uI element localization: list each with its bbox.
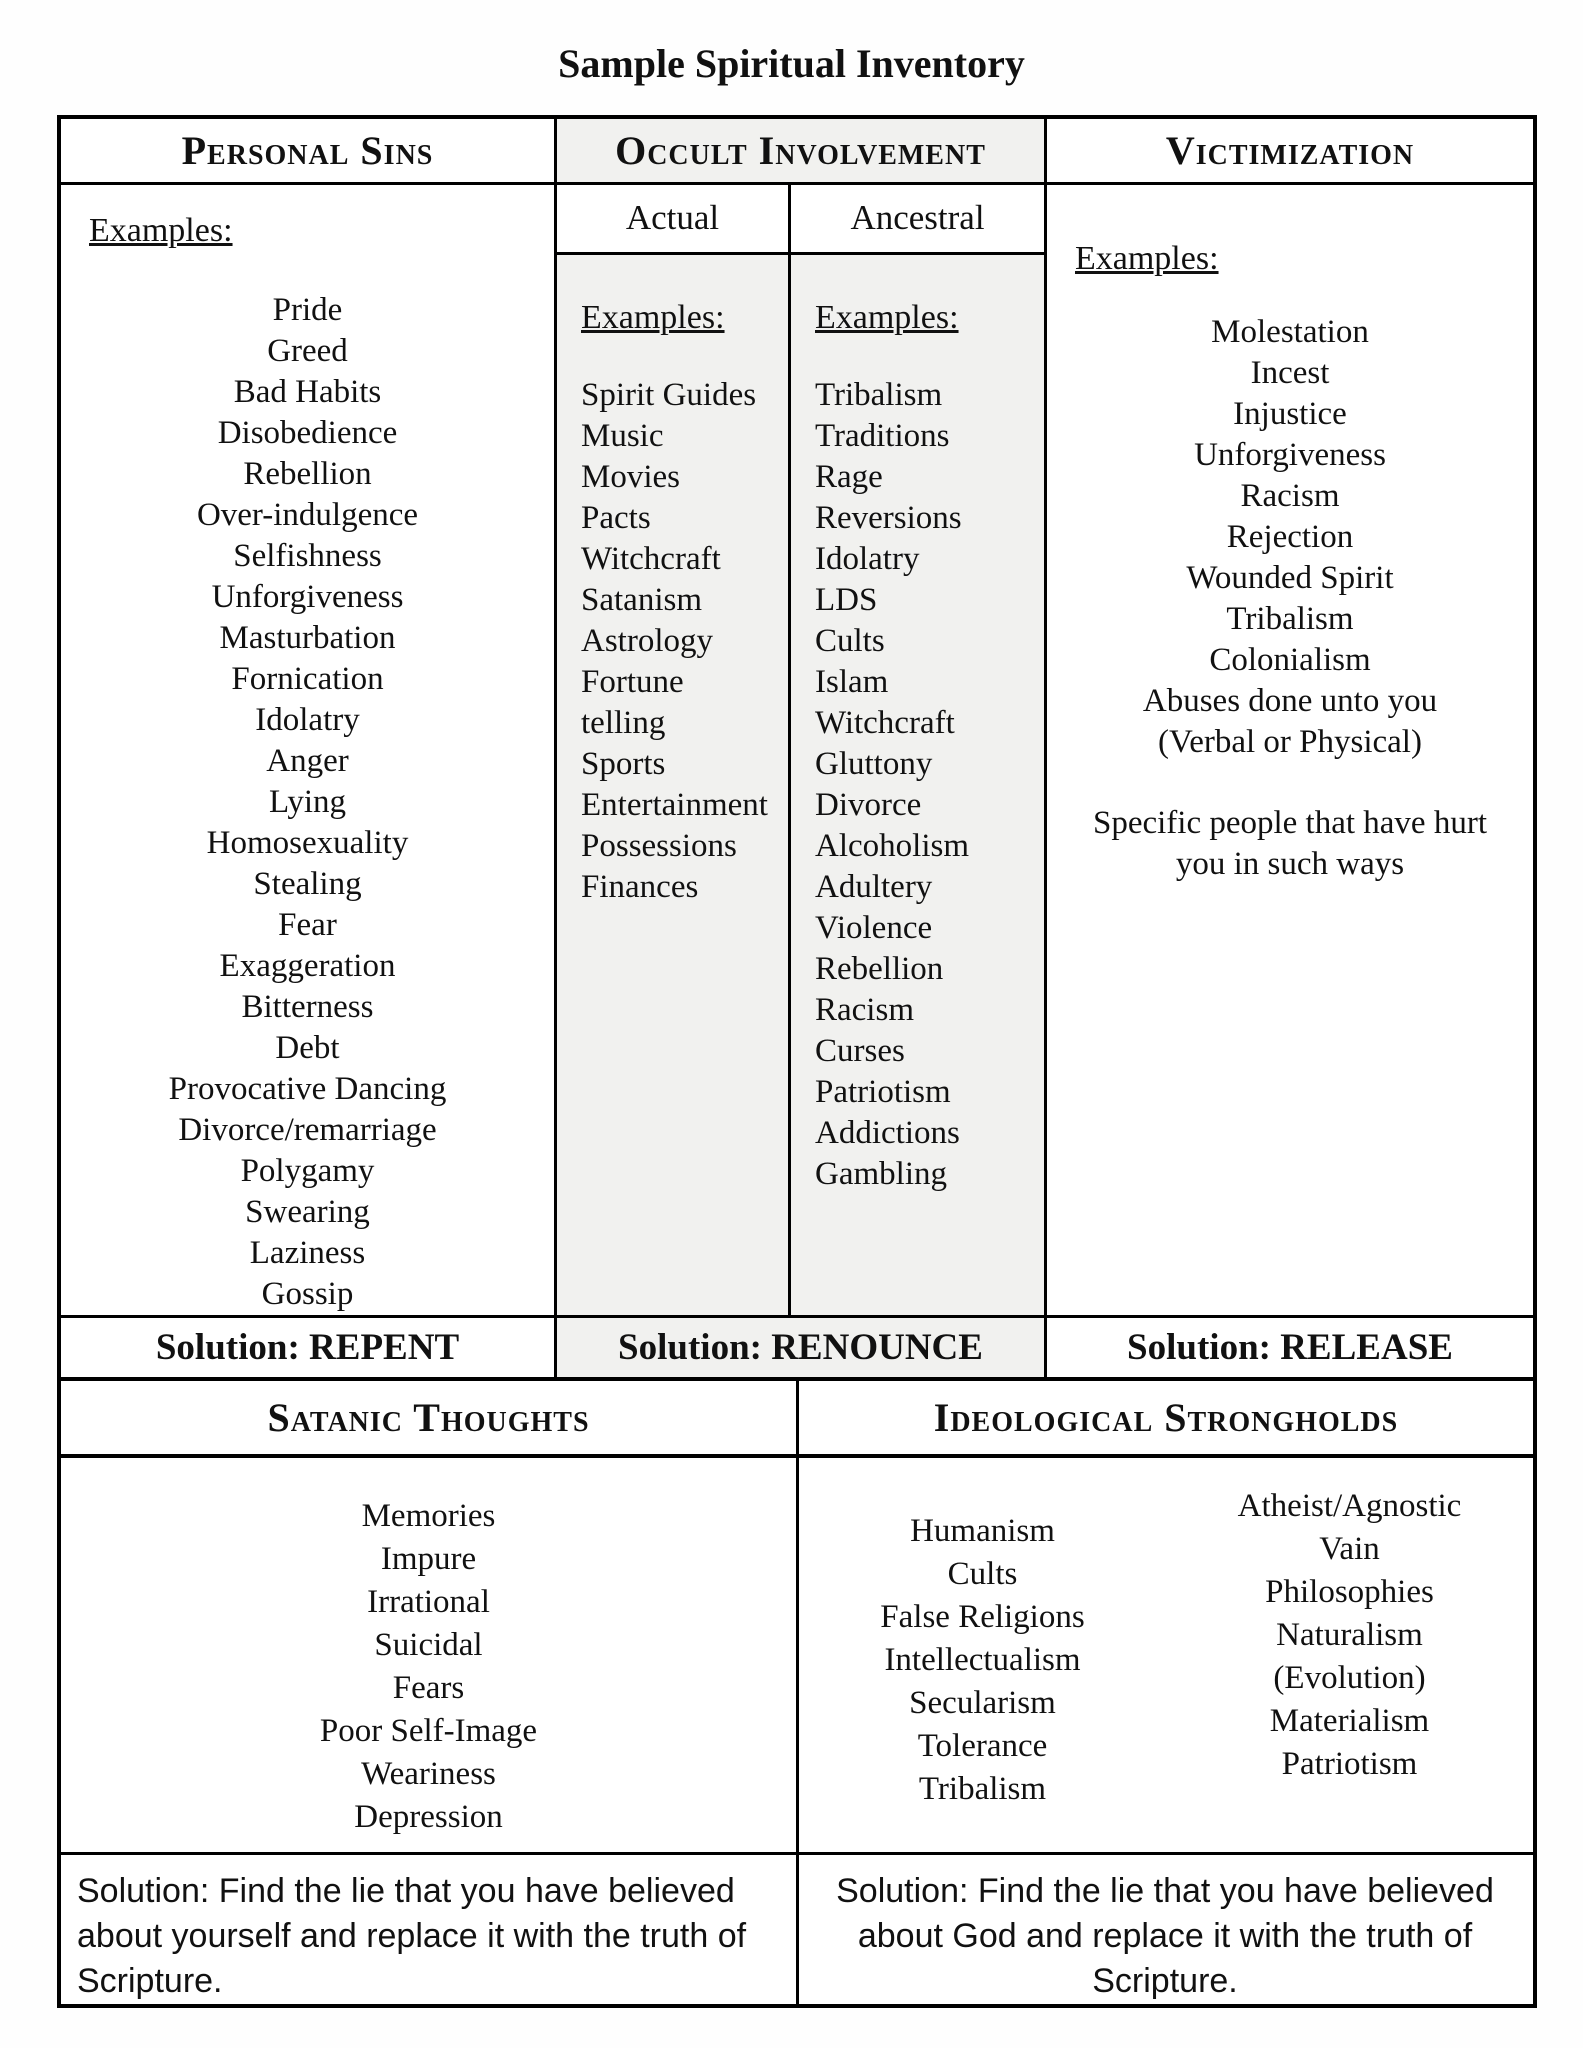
list-item: Swearing — [245, 1193, 370, 1230]
list-item: Greed — [267, 332, 348, 369]
list-item: Rebellion — [243, 455, 372, 492]
satanic-thoughts-list — [61, 1495, 796, 1839]
list-item: Gambling — [815, 1155, 947, 1192]
occult-ancestral-column — [791, 185, 1044, 1315]
personal-sins-list — [61, 290, 554, 1315]
occult-cell — [557, 185, 1047, 1315]
list-item: Materialism — [1269, 1702, 1430, 1739]
list-item: Intellectualism — [884, 1641, 1081, 1678]
occult-actual-body — [557, 255, 788, 1315]
solution-release: Solution: RELEASE — [1127, 1326, 1453, 1368]
list-item: Secularism — [909, 1684, 1056, 1721]
occult-ancestral-header: Ancestral — [791, 185, 1044, 255]
list-item: Reversions — [815, 499, 962, 536]
top-body-row — [61, 185, 1533, 1318]
list-item: Pride — [272, 291, 343, 328]
lower-header-row — [61, 1381, 1533, 1458]
occult-actual-column — [557, 185, 791, 1315]
ideological-left-list — [799, 1510, 1166, 1811]
list-item: Exaggeration — [219, 947, 396, 984]
list-item: Bitterness — [241, 988, 374, 1025]
list-item: Suicidal — [374, 1626, 483, 1663]
list-item: Astrology — [581, 622, 713, 659]
list-item: Traditions — [815, 417, 950, 454]
list-item: Patriotism — [815, 1073, 951, 1110]
list-item: Music — [581, 417, 664, 454]
list-item: Gossip — [261, 1275, 354, 1312]
list-item: Selfishness — [233, 537, 382, 574]
satanic-thoughts-header: Satanic Thoughts — [61, 1381, 799, 1454]
list-item: Wounded Spirit — [1186, 559, 1394, 596]
list-item: Cults — [947, 1555, 1018, 1592]
list-item: Naturalism — [1276, 1616, 1423, 1653]
list-item: Laziness — [249, 1234, 366, 1271]
victimization-list — [1047, 312, 1533, 763]
list-item: Injustice — [1233, 395, 1347, 432]
occult-ancestral-body — [791, 255, 1044, 1315]
list-item: Rage — [815, 458, 883, 495]
list-item: Witchcraft — [581, 540, 721, 577]
occult-actual-list — [581, 375, 780, 908]
personal-sins-cell — [61, 185, 557, 1315]
document-title: Sample Spiritual Inventory — [558, 41, 1025, 86]
list-item: Tribalism — [918, 1770, 1047, 1807]
list-item: Entertainment — [581, 786, 768, 823]
list-item: Fears — [392, 1669, 465, 1706]
satanic-thoughts-cell — [61, 1458, 799, 1852]
list-item: (Verbal or Physical) — [1158, 723, 1422, 760]
list-item: Depression — [354, 1798, 503, 1835]
solution-ideological-strongholds: Solution: Find the lie that you have believed about God and replace it with the truth of Scripture. — [836, 1872, 1494, 2001]
list-item: Fornication — [231, 660, 384, 697]
list-item: Molestation — [1211, 313, 1369, 350]
list-item: Finances — [581, 868, 699, 905]
lower-solution-row — [61, 1855, 1533, 2004]
list-item: Possessions — [581, 827, 737, 864]
victimization-examples-label: Examples: — [1075, 239, 1219, 277]
ideological-strongholds-cell — [799, 1458, 1533, 1852]
ideological-right-list — [1166, 1485, 1533, 1786]
list-item: Sports — [581, 745, 666, 782]
occult-involvement-header: Occult Involvement — [557, 119, 1047, 182]
list-item: Tribalism — [1226, 600, 1354, 637]
list-item: Irrational — [367, 1583, 490, 1620]
personal-sins-examples-label: Examples: — [89, 211, 233, 249]
list-item: Divorce — [815, 786, 922, 823]
list-item: Unforgiveness — [1194, 436, 1386, 473]
list-item: Over-indulgence — [196, 496, 419, 533]
list-item: Idolatry — [255, 701, 360, 738]
list-item: Vain — [1319, 1530, 1380, 1567]
list-item: Incest — [1250, 354, 1330, 391]
list-item: Racism — [1240, 477, 1340, 514]
list-item: Divorce/remarriage — [178, 1111, 437, 1148]
lower-body-row — [61, 1458, 1533, 1855]
victimization-cell — [1047, 185, 1533, 1315]
victimization-note: Specific people that have hurt you in such ways — [1092, 804, 1487, 882]
list-item: Memories — [361, 1497, 496, 1534]
list-item: Witchcraft — [815, 704, 955, 741]
list-item: Homosexuality — [206, 824, 409, 861]
list-item: Abuses done unto you — [1142, 682, 1438, 719]
list-item: Masturbation — [219, 619, 396, 656]
occult-ancestral-examples-label: Examples: — [815, 298, 959, 336]
list-item: Pacts — [581, 499, 651, 536]
list-item: Fear — [278, 906, 337, 943]
list-item: Cults — [815, 622, 885, 659]
list-item: Bad Habits — [233, 373, 382, 410]
list-item: Racism — [815, 991, 914, 1028]
list-item: Weariness — [361, 1755, 496, 1792]
list-item: Patriotism — [1281, 1745, 1418, 1782]
occult-actual-examples-label: Examples: — [581, 298, 725, 336]
list-item: telling — [581, 704, 666, 741]
solution-repent: Solution: REPENT — [61, 1318, 557, 1378]
list-item: Movies — [581, 458, 680, 495]
solution-renounce: Solution: RENOUNCE — [557, 1318, 1047, 1378]
list-item: Satanism — [581, 581, 702, 618]
list-item: Islam — [815, 663, 889, 700]
list-item: Idolatry — [815, 540, 920, 577]
list-item: Tribalism — [815, 376, 943, 413]
list-item: Poor Self-Image — [319, 1712, 538, 1749]
top-header-row — [61, 119, 1533, 185]
list-item: Philosophies — [1265, 1573, 1434, 1610]
list-item: Polygamy — [240, 1152, 375, 1189]
list-item: Fortune — [581, 663, 684, 700]
list-item: Anger — [266, 742, 349, 779]
list-item: Spirit Guides — [581, 376, 757, 413]
list-item: Tolerance — [917, 1727, 1048, 1764]
list-item: LDS — [815, 581, 878, 618]
solution-row — [61, 1318, 1533, 1382]
list-item: Alcoholism — [815, 827, 969, 864]
list-item: Impure — [380, 1540, 477, 1577]
list-item: False Religions — [880, 1598, 1085, 1635]
list-item: Debt — [275, 1029, 340, 1066]
list-item: Provocative Dancing — [168, 1070, 447, 1107]
victimization-header: Victimization — [1165, 127, 1415, 173]
list-item: Addictions — [815, 1114, 960, 1151]
list-item: (Evolution) — [1273, 1659, 1426, 1696]
occult-ancestral-list — [815, 375, 1036, 1195]
list-item: Humanism — [910, 1512, 1055, 1549]
list-item: Stealing — [253, 865, 362, 902]
list-item: Lying — [268, 783, 346, 820]
list-item: Rejection — [1226, 518, 1354, 555]
inventory-table — [57, 115, 1537, 2008]
list-item: Adultery — [815, 868, 933, 905]
solution-satanic-thoughts: Solution: Find the lie that you have believed about yourself and replace it with the truth of Scripture. — [61, 1855, 799, 2004]
list-item: Rebellion — [815, 950, 944, 987]
personal-sins-header: Personal Sins — [61, 119, 557, 182]
list-item: Atheist/Agnostic — [1237, 1487, 1462, 1524]
list-item: Disobedience — [217, 414, 398, 451]
list-item: Curses — [815, 1032, 905, 1069]
occult-actual-header: Actual — [557, 185, 788, 255]
list-item: Gluttony — [815, 745, 933, 782]
list-item: Colonialism — [1209, 641, 1371, 678]
list-item: Unforgiveness — [211, 578, 404, 615]
list-item: Violence — [815, 909, 933, 946]
ideological-strongholds-header: Ideological Strongholds — [933, 1395, 1399, 1441]
